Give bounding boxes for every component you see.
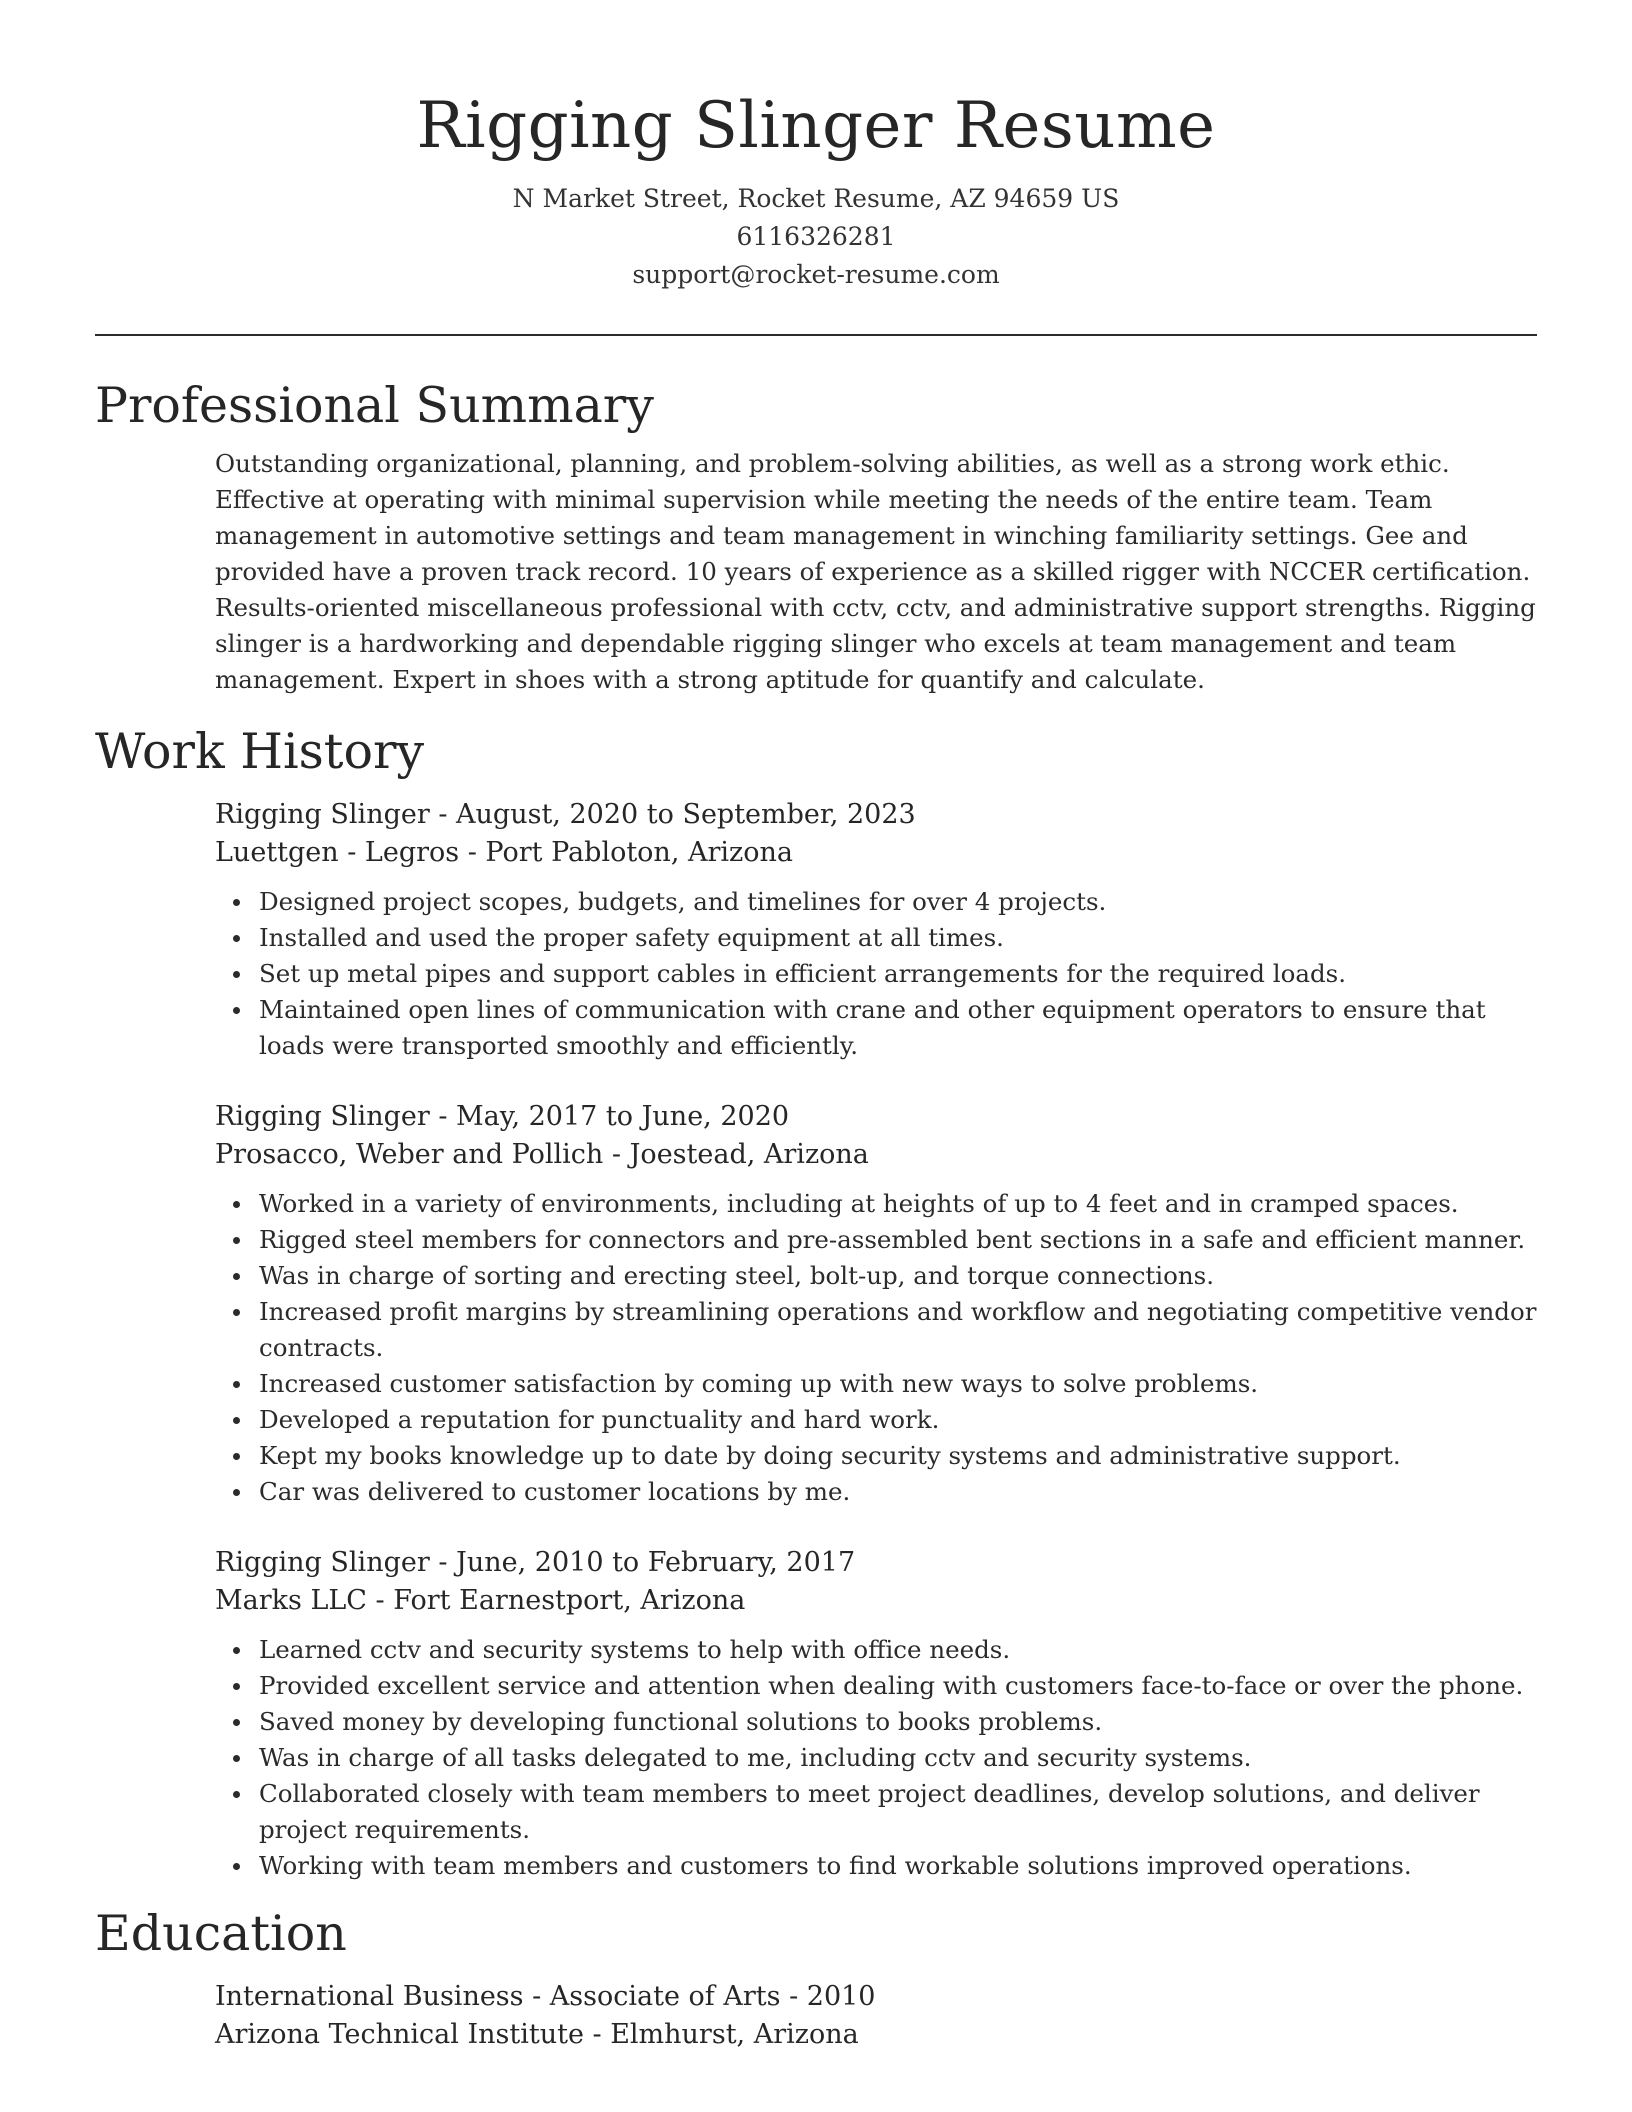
bullet-item: Was in charge of sorting and erecting steel, bolt-up, and torque connections. (259, 1258, 1537, 1294)
education-heading: Education (95, 1905, 347, 1962)
job-heading: Rigging Slinger - June, 2010 to February, 2017 (215, 1547, 856, 1578)
bullet-item: Installed and used the proper safety equipment at all times. (259, 920, 1537, 956)
bullet-item: Learned cctv and security systems to help with office needs. (259, 1632, 1537, 1668)
education-school: Arizona Technical Institute - Elmhurst, Arizona (215, 2019, 859, 2050)
bullet-item: Worked in a variety of environments, including at heights of up to 4 feet and in cramped spaces. (259, 1186, 1537, 1222)
bullet-item: Was in charge of all tasks delegated to me, including cctv and security systems. (259, 1740, 1537, 1776)
job-heading: Rigging Slinger - May, 2017 to June, 2020 (215, 1101, 790, 1132)
job-entry (215, 1544, 1537, 1884)
education-section (95, 1904, 1537, 2054)
job-heading: Rigging Slinger - August, 2020 to September, 2023 (215, 799, 916, 830)
bullet-item: Set up metal pipes and support cables in efficient arrangements for the required loads. (259, 956, 1537, 992)
summary-text: Outstanding organizational, planning, and problem-solving abilities, as well as a strong work ethic. Effective at operating with minimal supervision while meeting the needs of the entire team. Team management in automotive settings and team management in winching familiarity settings. Gee and provided have a proven track record. 10 years of experience as a skilled rigger with NCCER certification. Results-oriented miscellaneous professional with cctv, cctv, and administrative support strengths. Rigging slinger is a hardworking and dependable rigging slinger who excels at team management and team management. Expert in shoes with a strong aptitude for quantify and calculate. (215, 449, 1536, 694)
email: support@rocket-resume.com (632, 260, 1000, 289)
resume-title: Rigging Slinger Resume (416, 89, 1216, 163)
bullet-item: Increased customer satisfaction by coming up with new ways to solve problems. (259, 1366, 1537, 1402)
bullet-item: Rigged steel members for connectors and pre-assembled bent sections in a safe and efficient manner. (259, 1222, 1537, 1258)
resume-header (95, 0, 1537, 294)
bullet-item: Maintained open lines of communication with crane and other equipment operators to ensure that loads were transported smoothly and efficiently. (259, 992, 1537, 1064)
job-company: Marks LLC - Fort Earnestport, Arizona (215, 1585, 746, 1616)
bullet-item: Provided excellent service and attention when dealing with customers face-to-face or over the phone. (259, 1668, 1537, 1704)
contact-info (95, 180, 1537, 294)
bullet-item: Car was delivered to customer locations by me. (259, 1474, 1537, 1510)
education-entry (215, 1978, 1537, 2054)
bullet-item: Increased profit margins by streamlining operations and workflow and negotiating competitive vendor contracts. (259, 1294, 1537, 1366)
work-history-heading: Work History (95, 723, 425, 780)
bullet-item: Saved money by developing functional solutions to books problems. (259, 1704, 1537, 1740)
job-company: Luettgen - Legros - Port Pabloton, Arizona (215, 837, 793, 868)
summary-section (95, 376, 1537, 698)
address: N Market Street, Rocket Resume, AZ 94659 US (512, 184, 1120, 213)
bullet-item: Collaborated closely with team members to meet project deadlines, develop solutions, and deliver project requirements. (259, 1776, 1537, 1848)
bullet-item: Designed project scopes, budgets, and timelines for over 4 projects. (259, 884, 1537, 920)
job-company: Prosacco, Weber and Pollich - Joestead, Arizona (215, 1139, 869, 1170)
header-divider (95, 334, 1537, 336)
bullet-item: Working with team members and customers to find workable solutions improved operations. (259, 1848, 1537, 1884)
job-bullets (215, 1186, 1537, 1510)
job-bullets (215, 1632, 1537, 1884)
education-degree: International Business - Associate of Arts - 2010 (215, 1981, 876, 2012)
phone: 6116326281 (736, 222, 896, 251)
summary-heading: Professional Summary (95, 377, 654, 434)
job-entry (215, 796, 1537, 1064)
bullet-item: Kept my books knowledge up to date by doing security systems and administrative support. (259, 1438, 1537, 1474)
bullet-item: Developed a reputation for punctuality and hard work. (259, 1402, 1537, 1438)
job-entry (215, 1098, 1537, 1510)
work-history-section (95, 722, 1537, 1884)
job-bullets (215, 884, 1537, 1064)
